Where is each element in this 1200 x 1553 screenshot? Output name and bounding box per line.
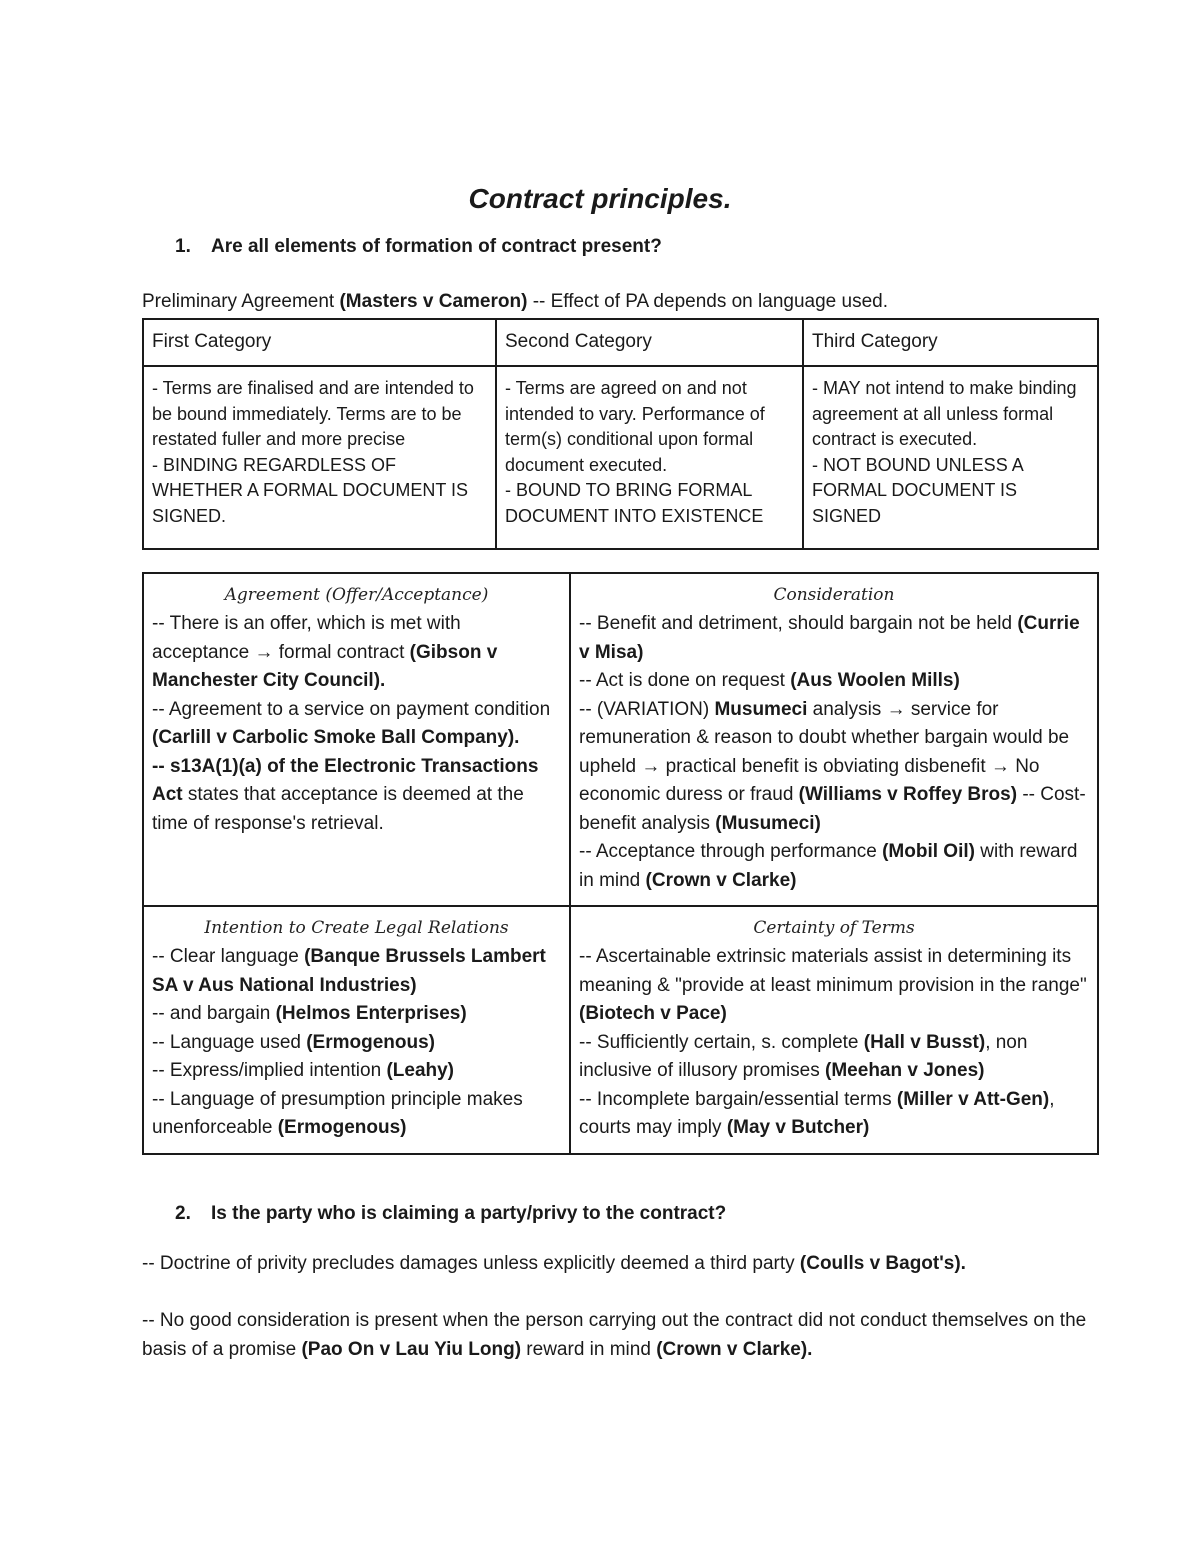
agreement-heading: Agreement (Offer/Acceptance) [224, 585, 489, 605]
case-citation: (Miller v Att-Gen) [896, 1088, 1050, 1110]
item-text: with reward in mind [579, 841, 1078, 891]
case-citation: (May v Butcher) [726, 1117, 870, 1138]
list-item [579, 696, 1089, 839]
intro-text-end: -- Effect of PA depends on language used. [527, 291, 888, 312]
case-citation: (Meehan v Jones) [825, 1060, 985, 1081]
intention-cell [143, 906, 570, 1154]
item-text: -- Ascertainable extrinsic materials assist in determining its meaning & "provide at least minimum provision in the range" [579, 946, 1087, 996]
item-text: -- Sufficiently certain, s. complete [579, 1031, 864, 1053]
case-citation: (Biotech v Pace) [579, 1003, 727, 1024]
second-category-description: - Terms are agreed on and not intended to vary. Performance of term(s) conditional upon formal document executed. [505, 378, 765, 475]
certainty-cell [570, 906, 1098, 1154]
list-item [579, 838, 1089, 895]
case-citation: Musumeci [714, 698, 808, 720]
paragraph-text: -- No good consideration is present when the person carrying out the contract did not conduct themselves on the basis of a promise [142, 1310, 1087, 1360]
case-citation: (Pao On v Lau Yiu Long) [301, 1338, 522, 1360]
list-item [152, 1057, 561, 1086]
certainty-heading: Certainty of Terms [753, 918, 915, 938]
item-text: , non inclusive of illusory promises [579, 1031, 1028, 1081]
item-text: -- Express/implied intention [152, 1060, 387, 1081]
page-title: Contract principles. [468, 183, 732, 214]
statute-citation: s13A(1)(a) of the Electronic Transactions Act [152, 755, 539, 805]
item-text: -- Benefit and detriment, should bargain not be held [579, 613, 1018, 634]
item-text: states that acceptance is deemed at the time of response's retrieval. [152, 784, 524, 834]
third-category-cell [803, 366, 1098, 549]
third-category-header: Third Category [803, 319, 1098, 366]
item-text: -- Incomplete bargain/essential terms [579, 1088, 897, 1110]
agreement-cell [143, 573, 570, 906]
list-item [152, 943, 561, 1000]
preliminary-agreement-intro [142, 291, 888, 313]
third-category-description: - MAY not intend to make binding agreement at all unless formal contract is executed. [812, 378, 1077, 450]
case-citation: (Leahy) [386, 1060, 455, 1081]
table-header-row [143, 319, 1098, 366]
item-text: -- Language of presumption principle makes unenforceable [152, 1088, 523, 1138]
item-text: -- Agreement to a service on payment condition [152, 698, 551, 720]
table-body-row [143, 366, 1098, 549]
list-item [152, 1029, 561, 1058]
table-row [143, 573, 1098, 906]
intention-heading: Intention to Create Legal Relations [204, 918, 509, 938]
list-item [152, 753, 561, 839]
list-item [579, 1029, 1089, 1086]
item-text: -- (VARIATION) [579, 698, 715, 720]
first-category-rule: - BINDING REGARDLESS OF WHETHER A FORMAL DOCUMENT IS SIGNED. [152, 454, 469, 526]
consideration-heading: Consideration [773, 585, 895, 605]
item-text: -- and bargain [152, 1003, 276, 1024]
formation-elements-table [142, 572, 1099, 1155]
second-category-cell [496, 366, 803, 549]
case-citation: (Carlill v Carbolic Smoke Ball Company). [152, 727, 520, 748]
section-2-number: 2. [175, 1203, 191, 1224]
section-1-heading [175, 236, 662, 258]
item-text: -- There is an offer, which is met with acceptance → formal contract [152, 613, 461, 663]
consideration-cell [570, 573, 1098, 906]
second-category-rule: - BOUND TO BRING FORMAL DOCUMENT INTO EXISTENCE [505, 480, 764, 526]
preliminary-agreement-table [142, 318, 1099, 550]
case-citation: (Ermogenous) [306, 1031, 436, 1053]
intro-case: (Masters v Cameron) [339, 291, 528, 312]
case-citation: (Mobil Oil) [882, 841, 975, 862]
case-citation: (Crown v Clarke). [656, 1338, 813, 1360]
paragraph-text: -- Doctrine of privity precludes damages unless explicitly deemed a third party [142, 1253, 800, 1274]
item-text: analysis → service for remuneration & reason to doubt whether bargain would be upheld → practical benefit is obviating disbenefit → No economic duress or fraud [579, 698, 1070, 805]
list-item [152, 1086, 561, 1143]
item-text: -- Acceptance through performance [579, 841, 883, 862]
item-text: -- Cost-benefit analysis [579, 784, 1086, 834]
case-citation: (Musumeci) [715, 812, 821, 834]
case-citation: (Gibson v Manchester City Council). [152, 641, 498, 691]
case-citation: (Coulls v Bagot's). [799, 1253, 966, 1274]
section-1-heading-text: Are all elements of formation of contract present? [211, 236, 662, 257]
second-category-header: Second Category [496, 319, 803, 366]
list-item [579, 943, 1089, 1029]
item-dash: -- [152, 755, 170, 777]
list-item [152, 696, 561, 753]
intro-text: Preliminary Agreement [142, 291, 340, 312]
case-citation: (Ermogenous) [277, 1117, 407, 1138]
first-category-header: First Category [143, 319, 496, 366]
section-2-heading [175, 1203, 726, 1225]
case-citation: (Aus Woolen Mills) [790, 670, 960, 691]
list-item [152, 1000, 561, 1029]
case-citation: (Hall v Busst) [863, 1031, 986, 1053]
item-text: -- Clear language [152, 946, 305, 967]
case-citation: (Crown v Clarke) [645, 869, 797, 891]
paragraph-text: reward in mind [521, 1338, 657, 1360]
item-text: , courts may imply [579, 1088, 1055, 1138]
item-text: -- Act is done on request [579, 670, 791, 691]
item-text: -- Language used [152, 1031, 307, 1053]
third-category-rule: - NOT BOUND UNLESS A FORMAL DOCUMENT IS SIGNED [812, 454, 1023, 526]
case-citation: (Helmos Enterprises) [275, 1003, 467, 1024]
case-citation: (Currie v Misa) [579, 613, 1080, 663]
privity-paragraph [142, 1250, 1102, 1279]
list-item [579, 1086, 1089, 1143]
section-2-heading-text: Is the party who is claiming a party/privy to the contract? [211, 1203, 727, 1224]
first-category-description: - Terms are finalised and are intended to be bound immediately. Terms are to be restated fuller and more precise [152, 378, 474, 450]
list-item [152, 610, 561, 696]
table-row [143, 906, 1098, 1154]
consideration-paragraph [142, 1307, 1102, 1364]
first-category-cell [143, 366, 496, 549]
case-citation: (Williams v Roffey Bros) [798, 784, 1018, 805]
list-item [579, 667, 1089, 696]
list-item [579, 610, 1089, 667]
case-citation: (Banque Brussels Lambert SA v Aus National Industries) [152, 946, 546, 996]
section-1-number: 1. [175, 236, 191, 257]
